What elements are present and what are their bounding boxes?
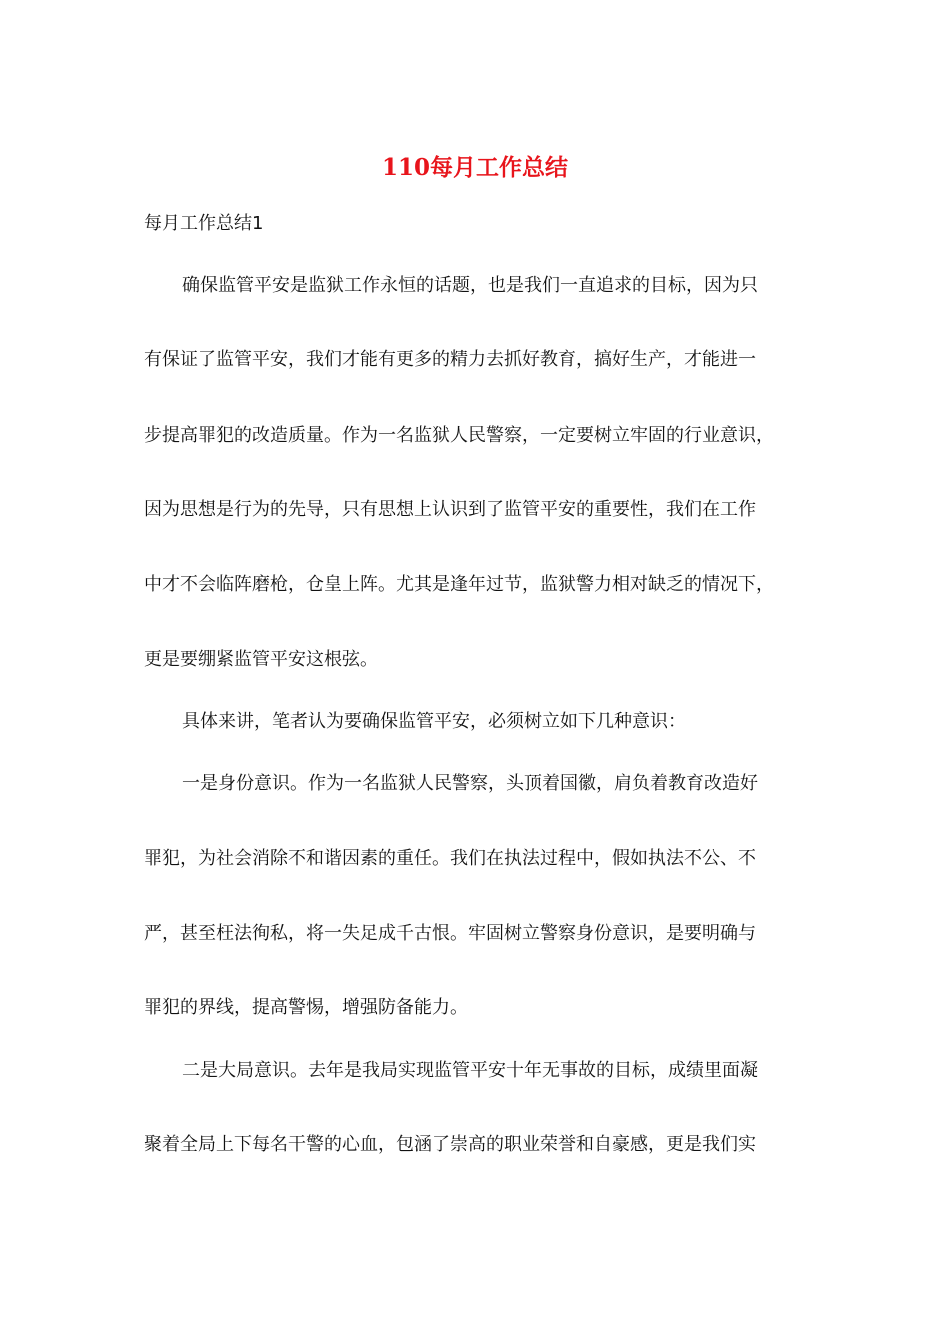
text-line: 具体来讲，笔者认为要确保监管平安，必须树立如下几种意识： <box>182 711 686 732</box>
text-line: 确保监管平安是监狱工作永恒的话题，也是我们一直追求的目标，因为只 <box>182 275 758 296</box>
text-line: 因为思想是行为的先导，只有思想上认识到了监管平安的重要性，我们在工作 <box>144 499 756 520</box>
text-line: 罪犯，为社会消除不和谐因素的重任。我们在执法过程中，假如执法不公、不 <box>144 848 756 869</box>
text-line: 一是身份意识。作为一名监狱人民警察，头顶着国徽，肩负着教育改造好 <box>182 773 758 794</box>
text-line: 罪犯的界线，提高警惕，增强防备能力。 <box>144 997 468 1018</box>
text-line: 聚着全局上下每名干警的心血，包涵了崇高的职业荣誉和自豪感，更是我们实 <box>144 1134 756 1155</box>
text-line: 二是大局意识。去年是我局实现监管平安十年无事故的目标，成绩里面凝 <box>182 1060 758 1081</box>
document-title: 110每月工作总结 <box>381 154 568 181</box>
text-line: 步提高罪犯的改造质量。作为一名监狱人民警察，一定要树立牢固的行业意识， <box>144 425 774 446</box>
text-line: 中才不会临阵磨枪，仓皇上阵。尤其是逢年过节，监狱警力相对缺乏的情况下， <box>144 574 774 595</box>
text-line: 严，甚至枉法徇私，将一失足成千古恨。牢固树立警察身份意识，是要明确与 <box>144 923 756 944</box>
section-heading: 每月工作总结1 <box>144 213 264 234</box>
text-line: 有保证了监管平安，我们才能有更多的精力去抓好教育，搞好生产，才能进一 <box>144 349 756 370</box>
text-line: 更是要绷紧监管平安这根弦。 <box>144 649 378 670</box>
